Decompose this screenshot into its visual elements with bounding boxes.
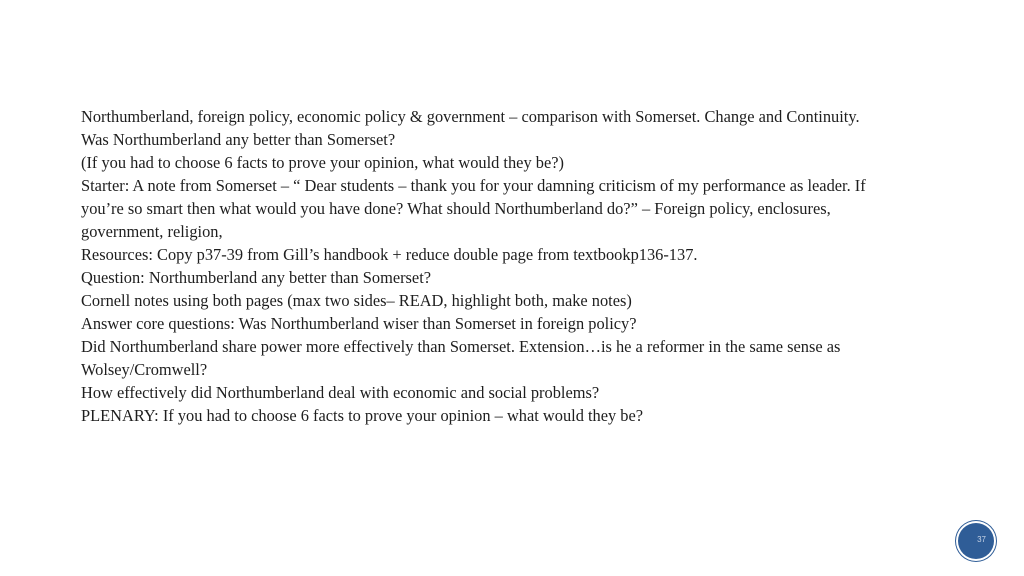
- body-line-plenary: PLENARY: If you had to choose 6 facts to prove your opinion – what would they be?: [81, 406, 644, 425]
- body-line-cornell-notes: Cornell notes using both pages (max two sides– READ, highlight both, make notes): [81, 291, 632, 310]
- body-line-resources: Resources: Copy p37-39 from Gill’s handbook + reduce double page from textbookp136-137.: [81, 245, 698, 264]
- page-number-badge: [958, 523, 994, 559]
- body-line-title: Northumberland, foreign policy, economic policy & government – comparison with Somerset. Change and Continuity.: [81, 107, 860, 126]
- body-line-economic: How effectively did Northumberland deal with economic and social problems?: [81, 383, 600, 402]
- page-number: 37: [977, 535, 986, 544]
- body-line-question-2: Question: Northumberland any better than Somerset?: [81, 268, 432, 287]
- slide-body: [81, 105, 901, 427]
- body-line-core-questions: Answer core questions: Was Northumberland wiser than Somerset in foreign policy?: [81, 314, 637, 333]
- body-line-share-power: Did Northumberland share power more effectively than Somerset. Extension…is he a reformer in the same sense as Wolsey/Cromwell?: [81, 337, 841, 379]
- body-line-question: Was Northumberland any better than Somerset?: [81, 130, 396, 149]
- body-line-facts-prompt: (If you had to choose 6 facts to prove your opinion, what would they be?): [81, 153, 564, 172]
- body-line-starter: Starter: A note from Somerset – “ Dear students – thank you for your damning criticism of my performance as leader. If you’re so smart then what would you have done? What should Northumberland do?” – Foreign policy, enclosures, government, religion,: [81, 176, 866, 241]
